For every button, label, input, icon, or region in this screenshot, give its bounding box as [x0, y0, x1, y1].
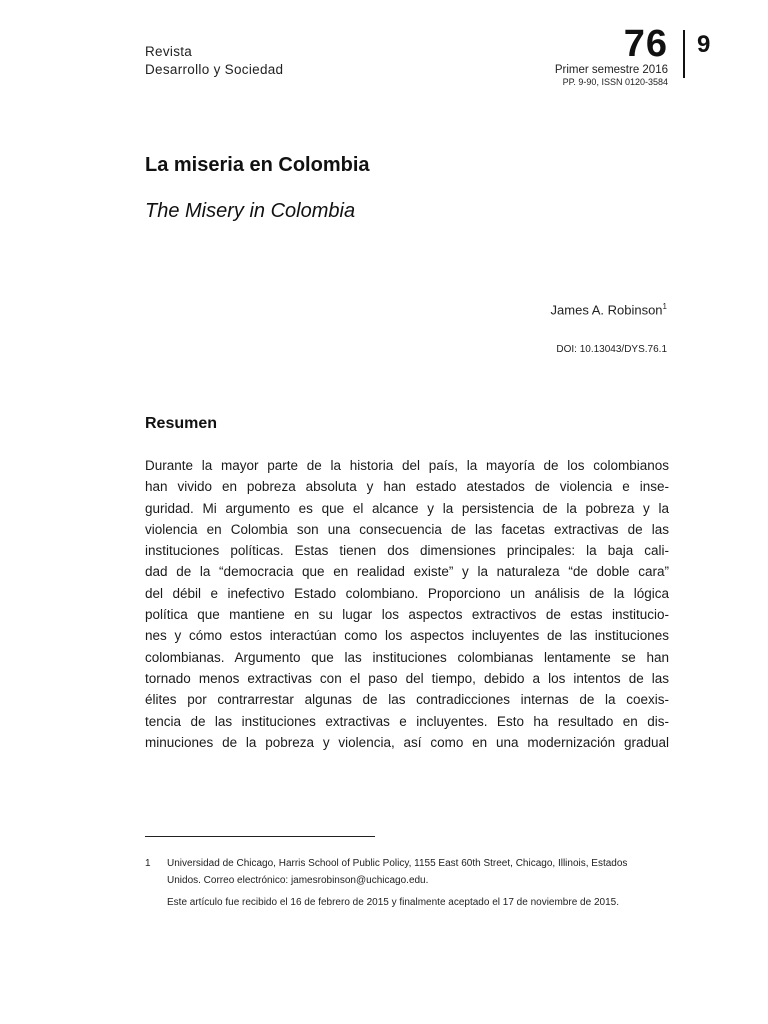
doi: DOI: 10.13043/DYS.76.1 [556, 344, 667, 355]
abstract-line: colombianas. Argumento que las instituciones colombianas lentamente se han [145, 649, 669, 665]
received-accepted-note: Este artículo fue recibido el 16 de febrero de 2015 y finalmente aceptado el 17 de noviembre de 2015. [167, 897, 619, 908]
journal-name-line1: Revista [145, 44, 193, 59]
abstract-line: instituciones políticas. Estas tienen dos dimensiones principales: la baja cali- [145, 543, 669, 559]
article-title-spanish: La miseria en Colombia [145, 154, 370, 176]
footnote-text [167, 855, 669, 889]
abstract-line: minuciones de la pobreza y violencia, así como en una modernización gradual [145, 734, 669, 750]
footnote-rule [145, 836, 375, 837]
header-divider [683, 30, 685, 78]
article-title-english: The Misery in Colombia [145, 200, 356, 222]
abstract-line: élites por contrarrestar algunas de las contradicciones internas de la coexis- [145, 692, 669, 708]
issue-pages-issn: PP. 9-90, ISSN 0120-3584 [562, 77, 668, 87]
issue-info [555, 24, 668, 88]
abstract-line: política que mantiene en su lugar los aspectos extractivos de estas institucio- [145, 607, 669, 623]
abstract-line: tornado menos extractivas con el paso del tiempo, debido a los intentos de las [145, 670, 669, 686]
abstract-line: del débil e inefectivo Estado colombiano. Proporciono un análisis de la lógica [145, 585, 669, 601]
abstract-line: guridad. Mi argumento es que el alcance y la persistencia de la pobreza y la [145, 500, 669, 516]
abstract-line: dad de la “democracia que en realidad existe” y la naturaleza “de doble cara” [145, 564, 669, 580]
footnote-1 [145, 855, 669, 889]
author-line [551, 298, 667, 319]
journal-name [145, 43, 283, 79]
abstract-line: nes y cómo estos interactúan como los aspectos incluyentes de las instituciones [145, 628, 669, 644]
abstract-body [145, 455, 669, 753]
author-footnote-marker: 1 [662, 302, 667, 311]
author-name: James A. Robinson [550, 302, 663, 318]
issue-semester: Primer semestre 2016 [554, 64, 668, 76]
footnote-affiliation-line1: Universidad de Chicago, Harris School of Public Policy, 1155 East 60th Street, Chicago, Illinois, Estados [167, 858, 628, 869]
abstract-line: Durante la mayor parte de la historia del país, la mayoría de los colombianos [145, 458, 669, 473]
abstract-line: tencia de las instituciones extractivas e incluyentes. Esto ha resultado en dis- [145, 713, 669, 729]
journal-name-line2: Desarrollo y Sociedad [145, 62, 284, 77]
abstract-heading: Resumen [145, 415, 218, 432]
footnote-marker: 1 [145, 858, 151, 869]
abstract-line: violencia en Colombia son una consecuencia de las facetas extractivas de las [145, 521, 669, 537]
abstract-line: han vivido en pobreza absoluta y han estado atestados de violencia e inse- [145, 479, 669, 495]
page-number: 9 [697, 31, 711, 58]
issue-number: 76 [623, 23, 668, 65]
footnote-affiliation-line2: Unidos. Correo electrónico: jamesrobinson@uchicago.edu. [167, 875, 429, 886]
